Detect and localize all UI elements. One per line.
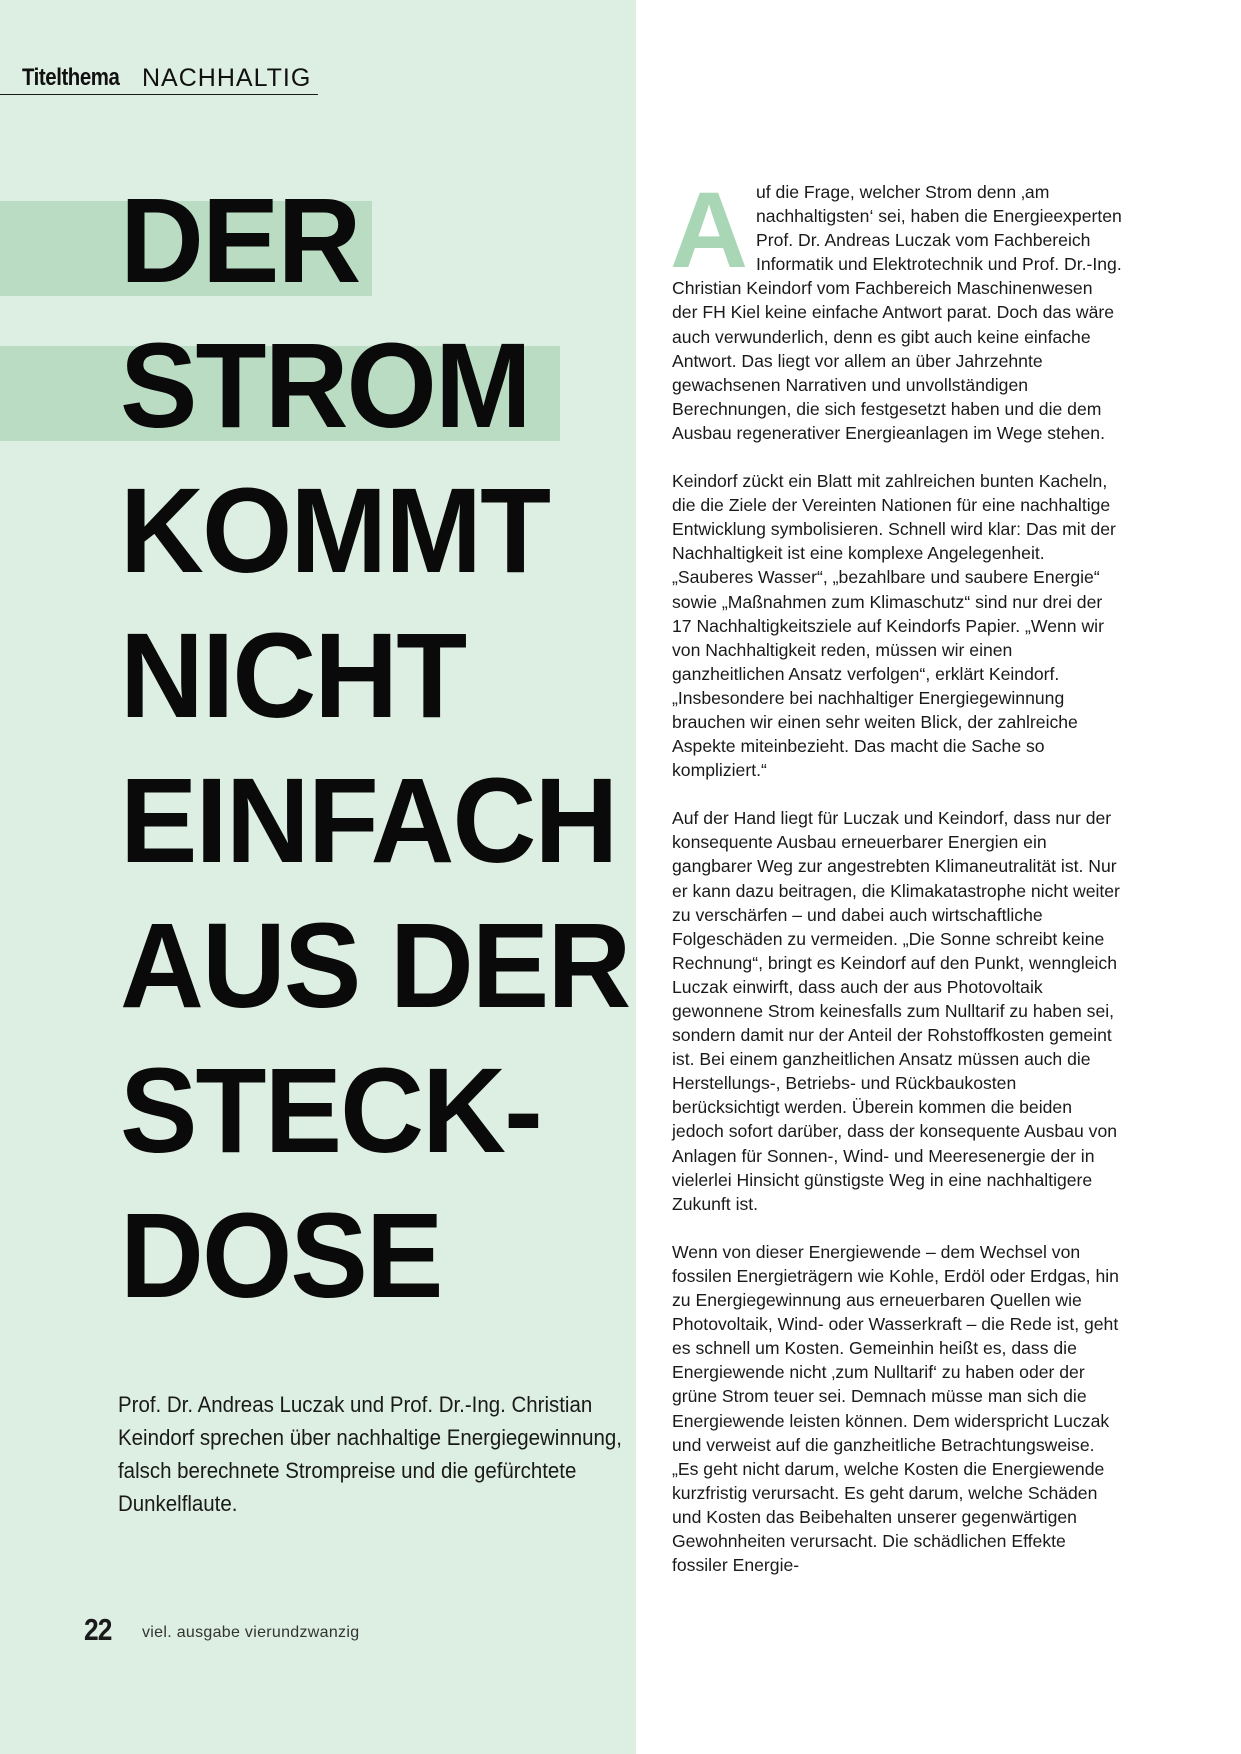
publication-name: viel. ausgabe vierundzwanzig (142, 1624, 360, 1641)
page-number: 22 (84, 1612, 112, 1647)
headline-line: DER (120, 172, 360, 308)
headline-line: DOSE (120, 1187, 442, 1323)
article-body (670, 169, 1122, 1601)
headline-line: AUS DER (120, 897, 630, 1033)
article-paragraph (670, 169, 1122, 445)
subtitle-line: Dunkelflaute. (118, 1491, 238, 1516)
section-header (0, 62, 318, 95)
subtitle-line: Keindorf sprechen über nachhaltige Energiegewinnung, (118, 1425, 622, 1450)
drop-cap: A (670, 169, 748, 290)
section-topic: NACHHALTIG (142, 64, 312, 92)
subtitle-line: falsch berechnete Strompreise und die gefürchtete (118, 1458, 577, 1483)
headline-line: NICHT (120, 607, 466, 743)
article-paragraph: Auf der Hand liegt für Luczak und Keindorf, dass nur der konsequente Ausbau erneuerbarer Energien ein gangbarer Weg zur angestrebten Klimaneutralität ist. Nur er kann dazu beitragen, die Klimakatastrophe nicht weiter zu verschärfen – und dabei auch wirtschaftliche Folgeschäden zu vermeiden. „Die Sonne schreibt keine Rechnung“, bringt es Keindorf auf den Punkt, wenngleich Luczak einwirft, dass auch der aus Photovoltaik gewonnene Strom keinesfalls zum Nulltarif zu haben sei, sondern damit nur der Anteil der Rohstoffkosten gemeint ist. Bei einem ganzheitlichen Ansatz müssen auch die Herstellungs-, Betriebs- und Rückbaukosten berücksichtigt werden. Überein kommen die beiden jedoch sofort darüber, dass der konsequente Ausbau von Anlagen für Sonnen-, Wind- und Meeresenergie der in vielerlei Hinsicht günstigste Weg in eine nachhaltigere Zukunft ist. (672, 808, 1120, 1214)
headline-line: STROM (120, 317, 530, 453)
headline (120, 168, 651, 1328)
section-label: Titelthema (22, 64, 120, 91)
article-paragraph: Keindorf zückt ein Blatt mit zahlreichen bunten Kacheln, die die Ziele der Vereinten Nationen für eine nachhaltige Entwicklung symbolisieren. Schnell wird klar: Das mit der Nachhaltigkeit ist eine komplexe Angelegenheit. „Sauberes Wasser“, „bezahlbare und saubere Energie“ sowie „Maßnahmen zum Klimaschutz“ sind nur drei der 17 Nachhaltigkeitsziele auf Keindorfs Papier. „Wenn wir von Nachhaltigkeit reden, müssen wir einen ganzheitlichen Ansatz verfolgen“, erklärt Keindorf. „Insbesondere bei nachhaltiger Energiegewinnung brauchen wir einen sehr weiten Blick, der zahlreiche Aspekte miteinbezieht. Das macht die Sache so kompliziert.“ (672, 471, 1116, 781)
headline-line: EINFACH (120, 752, 617, 888)
page-footer (84, 1612, 360, 1652)
headline-line: KOMMT (120, 462, 550, 598)
subtitle-line: Prof. Dr. Andreas Luczak und Prof. Dr.-Ing. Christian (118, 1392, 593, 1417)
paragraph-text: uf die Frage, welcher Strom denn ‚am nachhaltigsten‘ sei, haben die Energieexperten Prof. Dr. Andreas Luczak vom Fachbereich Informatik und Elektrotechnik und Prof. Dr.-Ing. Christian Keindorf vom Fachbereich Maschinenwesen der FH Kiel keine einfache Antwort parat. Doch das wäre auch verwunderlich, denn es gibt auch keine einfache Antwort. Das liegt vor allem an über Jahrzehnte gewachsenen Narrativen und unvollständigen Berechnungen, die sich festgesetzt haben und die dem Ausbau regenerativer Energieanlagen im Wege stehen. (672, 182, 1122, 443)
headline-line: STECK- (120, 1042, 541, 1178)
subtitle (118, 1388, 622, 1520)
article-paragraph: Wenn von dieser Energiewende – dem Wechsel von fossilen Energieträgern wie Kohle, Erdöl oder Erdgas, hin zu Energiegewinnung aus erneuerbaren Quellen wie Photovoltaik, Wind- oder Wasserkraft – die Rede ist, geht es schnell um Kosten. Gemeinhin heißt es, dass die Energiewende nicht ‚zum Nulltarif‘ zu haben oder der grüne Strom teuer sei. Demnach müsse man sich die Energiewende leisten können. Dem widerspricht Luczak und verweist auf die ganzheitliche Betrachtungsweise. „Es geht nicht darum, welche Kosten die Energiewende kurzfristig verursacht. Es geht darum, welche Schäden und Kosten das Beibehalten unserer gegenwärtigen Gewohnheiten verursacht. Die schädlichen Effekte fossiler Energie- (672, 1241, 1119, 1576)
